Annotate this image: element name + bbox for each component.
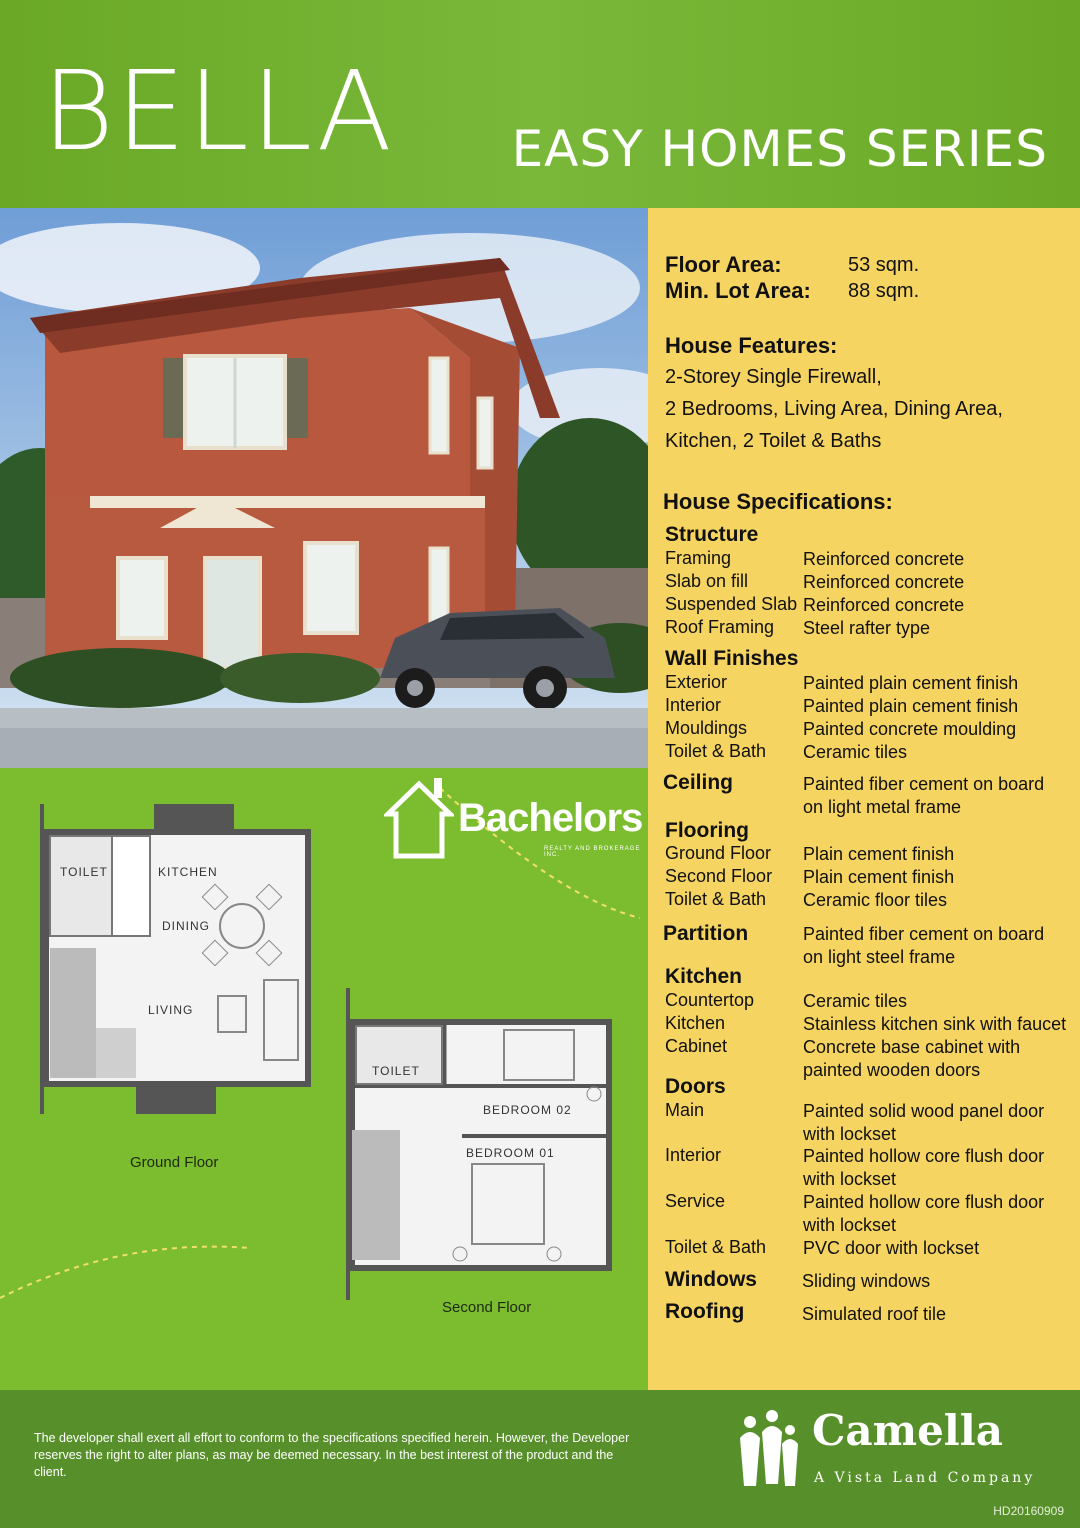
features-heading: House Features: xyxy=(665,333,838,358)
room-label-kitchen: KITCHEN xyxy=(158,865,218,879)
spec-label: Toilet & Bath xyxy=(665,889,767,909)
bachelors-watermark-text: Bachelors xyxy=(458,796,643,840)
camella-logo xyxy=(732,1406,1042,1496)
floorplan-drawings xyxy=(0,768,648,1390)
spec-value: painted wooden doors xyxy=(803,1060,981,1080)
spec-value: Reinforced concrete xyxy=(803,572,965,592)
camella-figures-icon xyxy=(732,1408,804,1490)
floorplan-section xyxy=(0,768,648,1390)
features-line-3: Kitchen, 2 Toilet & Baths xyxy=(665,430,882,452)
second-floor-caption: Second Floor xyxy=(442,1299,532,1316)
wall-finishes-heading: Wall Finishes xyxy=(665,647,799,670)
spec-label: Roof Framing xyxy=(665,617,775,637)
spec-value: Painted hollow core flush door xyxy=(803,1146,1045,1166)
bachelors-watermark xyxy=(384,774,646,860)
spec-value: Stainless kitchen sink with faucet xyxy=(803,1014,1067,1034)
spec-value: Painted hollow core flush door xyxy=(803,1192,1045,1212)
spec-value: Steel rafter type xyxy=(803,618,931,638)
spec-value: Ceramic tiles xyxy=(803,742,908,762)
spec-value: Ceramic floor tiles xyxy=(803,890,948,910)
partition-value-1: Painted fiber cement on board xyxy=(803,924,1045,944)
structure-heading: Structure xyxy=(665,523,759,546)
spec-value: Painted solid wood panel door xyxy=(803,1101,1045,1121)
spec-value: Ceramic tiles xyxy=(803,991,908,1011)
lot-area-value: 88 sqm. xyxy=(848,280,920,302)
camella-tagline: A Vista Land Company xyxy=(814,1470,1036,1486)
house-illustration xyxy=(0,208,648,768)
spec-value: with lockset xyxy=(803,1124,897,1144)
features-line-2: 2 Bedrooms, Living Area, Dining Area, xyxy=(665,398,1003,420)
floor-area-label: Floor Area: xyxy=(665,252,782,277)
spec-value: Painted plain cement finish xyxy=(803,696,1019,716)
spec-label: Framing xyxy=(665,548,732,568)
lot-area-label: Min. Lot Area: xyxy=(665,278,811,303)
windows-value: Sliding windows xyxy=(802,1271,931,1291)
features-line-1: 2-Storey Single Firewall, xyxy=(665,366,882,388)
spec-label: Exterior xyxy=(665,672,728,692)
spec-label: Countertop xyxy=(665,990,755,1010)
page-title: BELLA xyxy=(42,47,394,175)
spec-value: PVC door with lockset xyxy=(803,1238,980,1258)
spec-value: Reinforced concrete xyxy=(803,595,965,615)
document-code: HD20160909 xyxy=(993,1504,1064,1518)
spec-value: Plain cement finish xyxy=(803,844,955,864)
spec-label: Main xyxy=(665,1100,705,1120)
spec-label: Interior xyxy=(665,1145,722,1165)
ground-floor-caption: Ground Floor xyxy=(130,1154,219,1171)
spec-label: Kitchen xyxy=(665,1013,726,1033)
spec-label: Ground Floor xyxy=(665,843,772,863)
spec-label: Interior xyxy=(665,695,722,715)
ground-floor-plan xyxy=(42,804,308,1114)
spec-label: Suspended Slab xyxy=(665,594,798,614)
ceiling-value-2: on light metal frame xyxy=(803,797,962,817)
partition-value-2: on light steel frame xyxy=(803,947,956,967)
disclaimer-text: The developer shall exert all effort to conform to the specifications specified herein. However, the Developer reserves the right to alter plans, as may be deemed necessary. In the best interest of the product and the client. xyxy=(34,1431,630,1479)
bachelors-logo-icon xyxy=(384,774,454,860)
doors-heading: Doors xyxy=(665,1075,726,1098)
spec-value: Painted plain cement finish xyxy=(803,673,1019,693)
page-subtitle: EASY HOMES SERIES xyxy=(511,120,1048,178)
room-label-bedroom-02: BEDROOM 02 xyxy=(483,1103,572,1117)
spec-value: with lockset xyxy=(803,1169,897,1189)
bachelors-watermark-small: REALTY AND BROKERAGE INC. xyxy=(544,846,641,858)
specs-heading: House Specifications: xyxy=(663,489,893,514)
spec-value: Reinforced concrete xyxy=(803,549,965,569)
spec-value: Plain cement finish xyxy=(803,867,955,887)
house-photo xyxy=(0,208,648,768)
spec-label: Mouldings xyxy=(665,718,748,738)
spec-value: Painted concrete moulding xyxy=(803,719,1017,739)
ceiling-value-1: Painted fiber cement on board xyxy=(803,774,1045,794)
room-label-toilet-2: TOILET xyxy=(372,1064,420,1078)
camella-brand: Camella xyxy=(812,1406,1003,1455)
room-label-dining: DINING xyxy=(162,919,210,933)
room-label-bedroom-01: BEDROOM 01 xyxy=(466,1146,555,1160)
ceiling-heading: Ceiling xyxy=(663,771,734,794)
roofing-value: Simulated roof tile xyxy=(802,1304,947,1324)
room-label-toilet: TOILET xyxy=(60,865,108,879)
spec-label: Toilet & Bath xyxy=(665,741,767,761)
spec-value: with lockset xyxy=(803,1215,897,1235)
windows-heading: Windows xyxy=(665,1268,757,1291)
spec-label: Cabinet xyxy=(665,1036,728,1056)
spec-label: Second Floor xyxy=(665,866,773,886)
spec-label: Toilet & Bath xyxy=(665,1237,767,1257)
floor-area-value: 53 sqm. xyxy=(848,254,920,276)
flooring-heading: Flooring xyxy=(665,819,749,842)
kitchen-heading: Kitchen xyxy=(665,965,743,988)
header-banner xyxy=(0,0,1080,208)
spec-label: Service xyxy=(665,1191,726,1211)
roofing-heading: Roofing xyxy=(665,1300,745,1323)
specifications-panel xyxy=(648,208,1080,1390)
partition-heading: Partition xyxy=(663,922,749,945)
second-floor-plan xyxy=(348,988,609,1300)
spec-label: Slab on fill xyxy=(665,571,749,591)
room-label-living: LIVING xyxy=(148,1003,194,1017)
spec-value: Concrete base cabinet with xyxy=(803,1037,1021,1057)
